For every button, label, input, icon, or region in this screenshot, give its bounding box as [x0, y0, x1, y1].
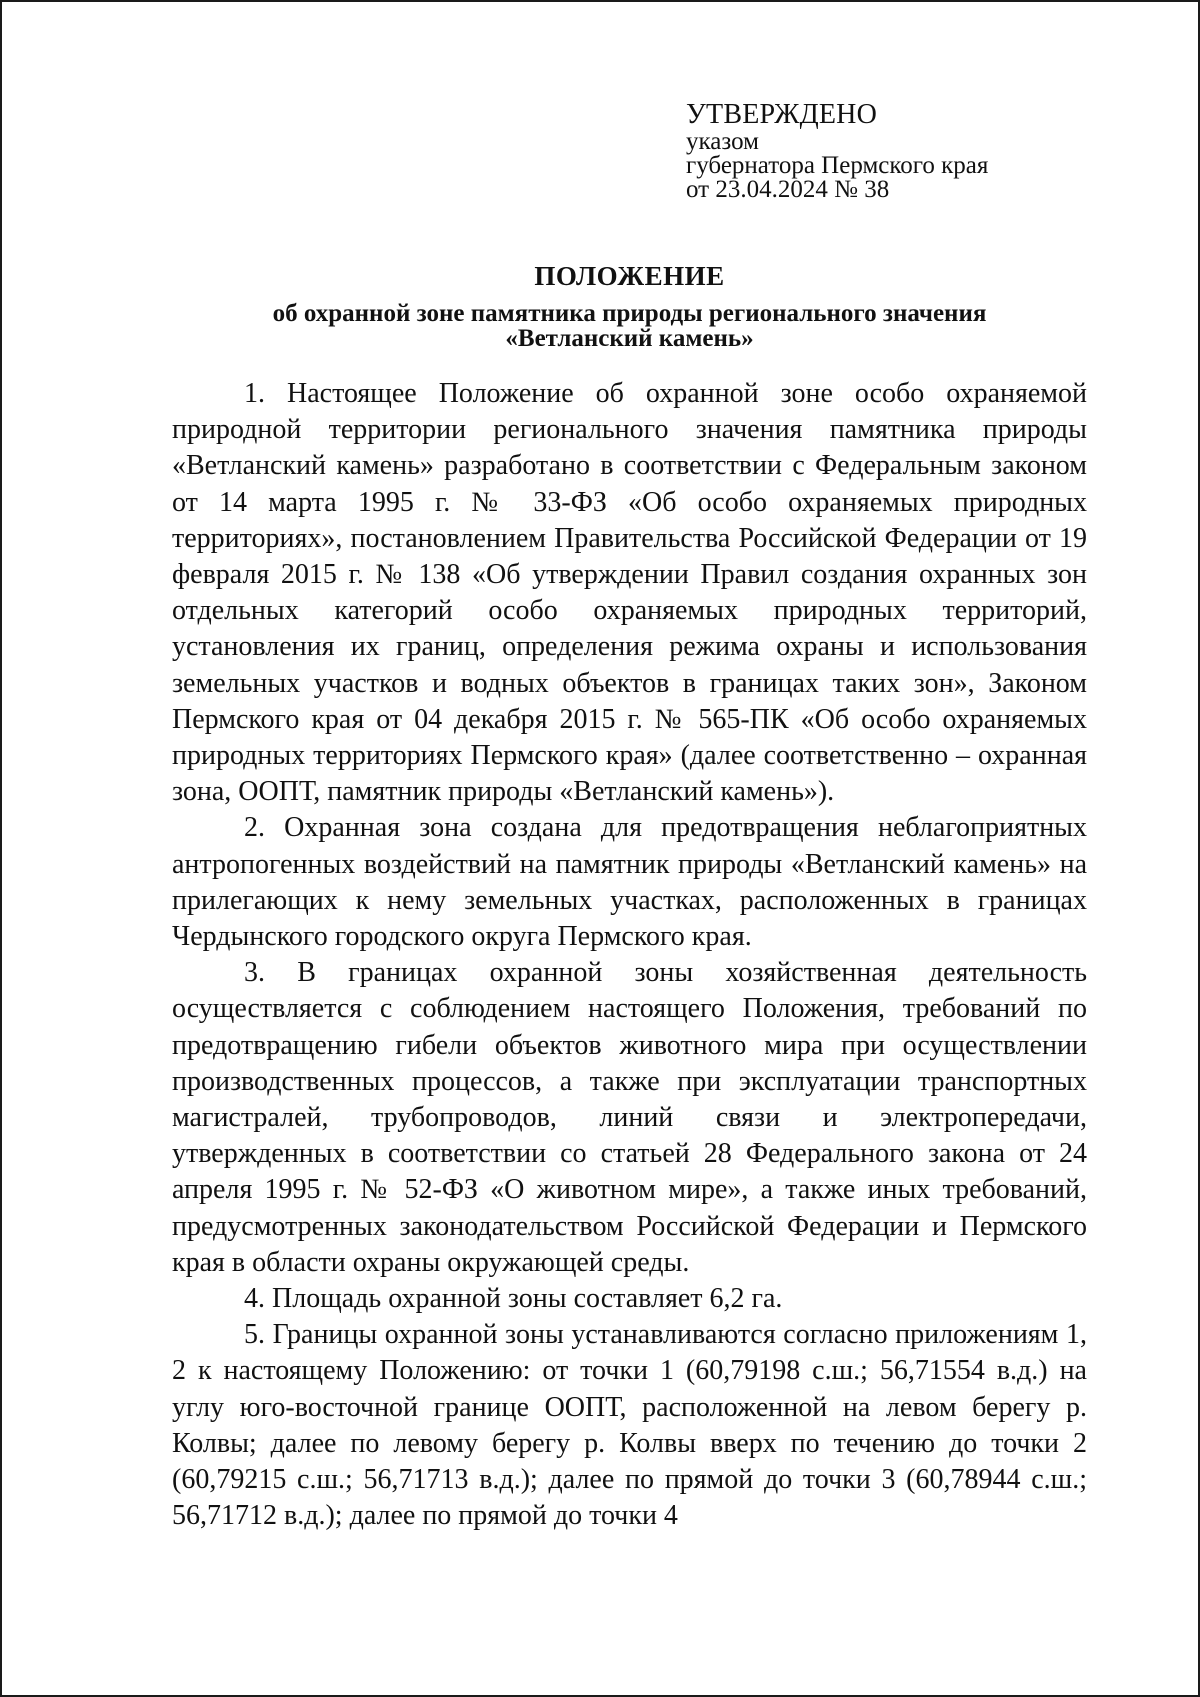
approval-line-decree: указом	[686, 128, 759, 155]
paragraph-1: 1. Настоящее Положение об охранной зоне особо охраняемой природной территории регионального значения памятника природы «Ветланский камень» разработано в соответствии с Федеральным законом от 14 марта 1995 г. № 33-ФЗ «Об особо охраняемых природных территориях», постановлением Правительства Российской Федерации от 19 февраля 2015 г. № 138 «Об утверждении Правил создания охранных зон отдельных категорий особо охраняемых природных территорий, установления их границ, определения режима охраны и использования земельных участков и водных объектов в границах таких зон», Законом Пермского края от 04 декабря 2015 г. № 565-ПК «Об особо охраняемых природных территориях Пермского края» (далее соответственно – охранная зона, ООПТ, памятник природы «Ветланский камень»).	[172, 378, 1087, 808]
document-body	[172, 376, 1087, 1535]
scan-border-top	[0, 0, 1200, 2]
scan-border-left	[0, 0, 2, 1697]
document-subtitle	[172, 301, 1087, 351]
approval-title: УТВЕРЖДЕНО	[686, 99, 878, 130]
approval-line-governor: губернатора Пермского края	[686, 152, 989, 179]
paragraph-2: 2. Охранная зона создана для предотвращения неблагоприятных антропогенных воздействий на памятник природы «Ветланский камень» на прилегающих к нему земельных участках, расположенных в границах Чердынского городского округа Пермского края.	[172, 812, 1087, 953]
paragraph-5: 5. Границы охранной зоны устанавливаются согласно приложениям 1, 2 к настоящему Положению: от точки 1 (60,79198 с.ш.; 56,71554 в.д.) на углу юго-восточной границе ООПТ, расположенной на левом берегу р. Колвы; далее по левому берегу р. Колвы вверх по течению до точки 2 (60,79215 с.ш.; 56,71713 в.д.); далее по прямой до точки 3 (60,78944 с.ш.; 56,71712 в.д.); далее по прямой до точки 4	[172, 1319, 1087, 1532]
paragraph-4: 4. Площадь охранной зоны составляет 6,2 га.	[244, 1283, 783, 1315]
document-subtitle-line-2: «Ветланский камень»	[505, 325, 754, 352]
paragraph-3: 3. В границах охранной зоны хозяйственная деятельность осуществляется с соблюдением настоящего Положения, требований по предотвращению гибели объектов животного мира при осуществлении производственных процессов, а также при эксплуатации транспортных магистралей, трубопроводов, линий связи и электропередачи, утвержденных в соответствии со статьей 28 Федерального закона от 24 апреля 1995 г. № 52-ФЗ «О животном мире», а также иных требований, предусмотренных законодательством Российской Федерации и Пермского края в области охраны окружающей среды.	[172, 957, 1087, 1278]
document-subtitle-line-1: об охранной зоне памятника природы регионального значения	[272, 300, 987, 327]
document-title: ПОЛОЖЕНИЕ	[534, 261, 725, 291]
approval-block	[686, 100, 1146, 202]
approval-line-date-number: от 23.04.2024 № 38	[686, 176, 890, 203]
document-heading	[172, 261, 1087, 351]
